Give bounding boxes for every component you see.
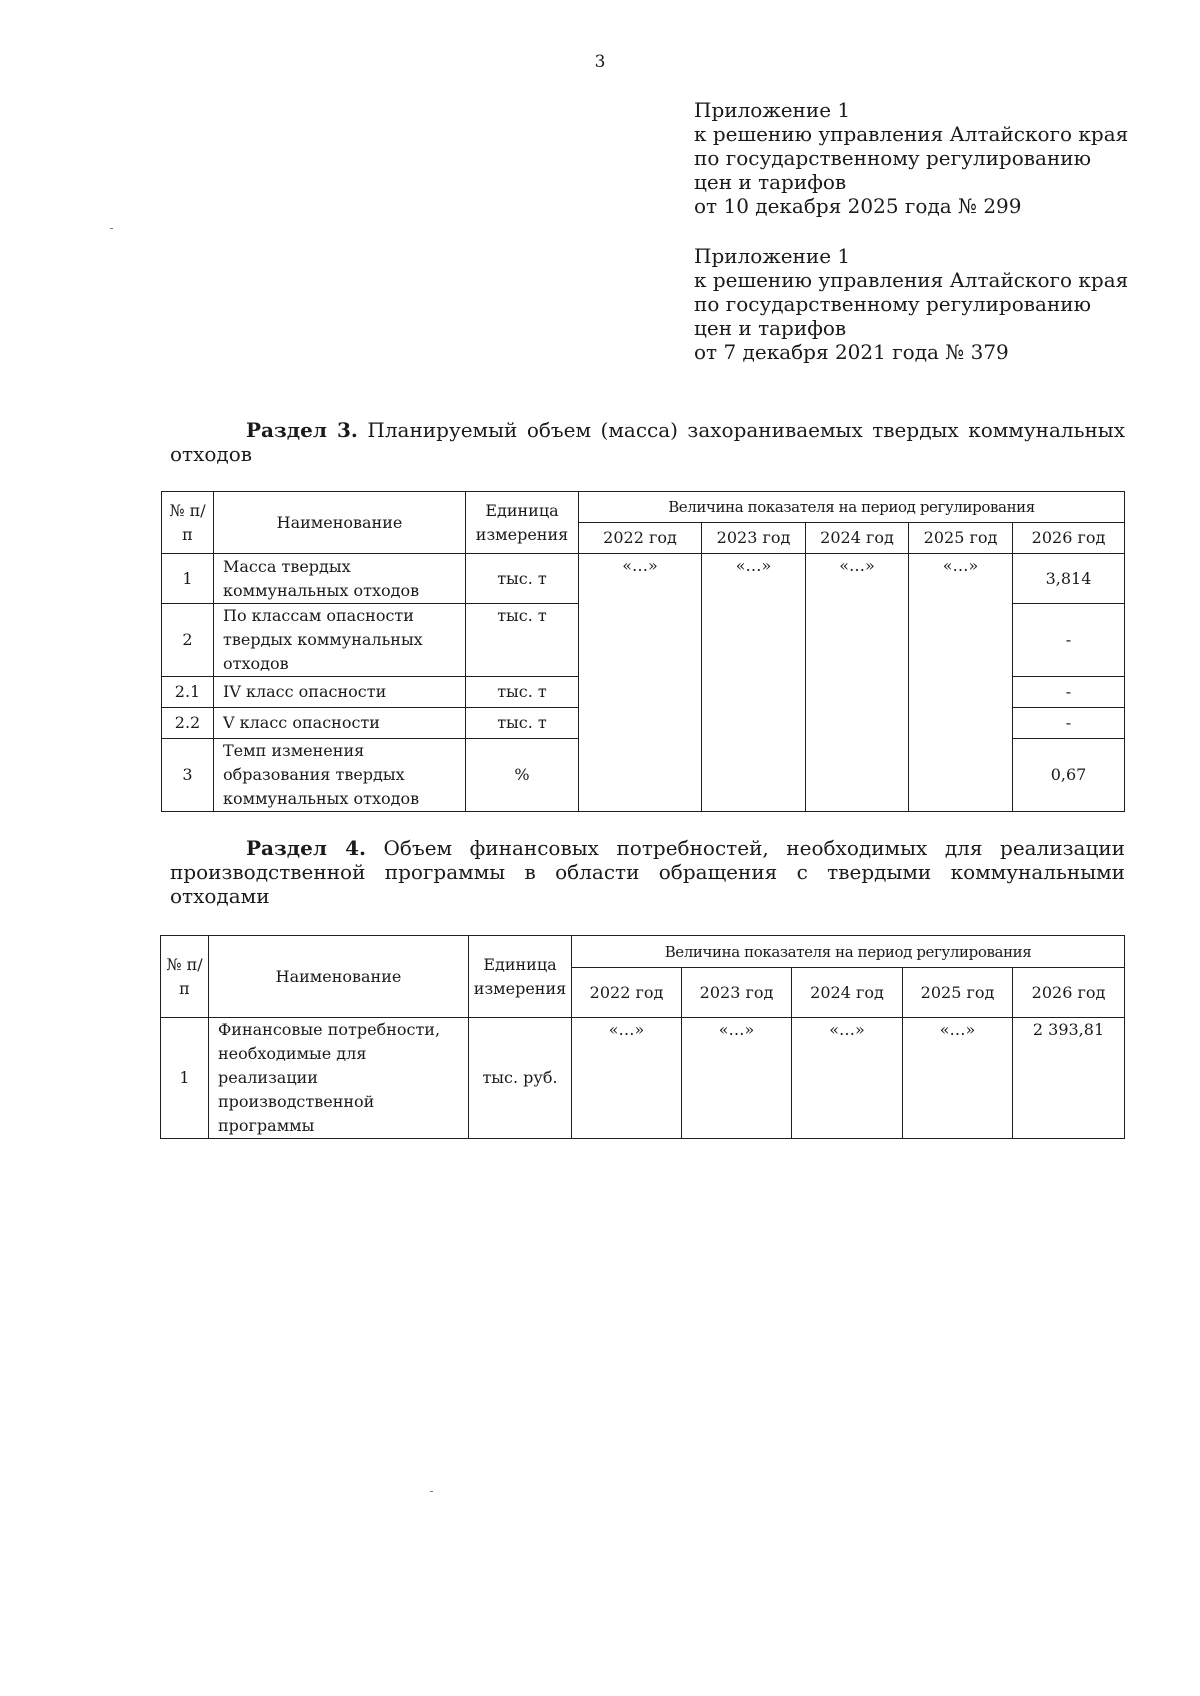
annex-date-line: от 7 декабря 2021 года № 379 [694,340,1009,364]
column-header-name: Наименование [214,492,466,554]
scan-speck [110,228,113,229]
annex-line: цен и тарифов [694,316,847,340]
row-number: 1 [162,554,214,604]
row-unit: тыс. т [466,554,579,604]
omitted-value-2023: «…» [682,1018,792,1139]
omitted-value-2023: «…» [702,554,806,812]
annex-line: цен и тарифов [694,170,847,194]
value-2026: 3,814 [1013,554,1125,604]
value-2026: 0,67 [1013,739,1125,812]
annex-date-line: от 10 декабря 2025 года № 299 [694,194,1022,218]
row-name: Масса твердых коммунальных отходов [214,554,466,604]
annex-line: к решению управления Алтайского края [694,122,1129,146]
annex-title: Приложение 1 [694,98,851,122]
omitted-value-2025: «…» [903,1018,1013,1139]
column-header-year: 2023 год [682,968,792,1018]
row-unit: тыс. руб. [469,1018,572,1139]
section-3-number: Раздел 3. [246,418,358,442]
column-header-unit: Единица измерения [466,492,579,554]
omitted-value-2024: «…» [806,554,909,812]
row-unit: тыс. т [466,604,579,677]
section-3-table [161,491,1125,812]
value-2026: 2 393,81 [1013,1018,1125,1139]
omitted-value-2024: «…» [792,1018,903,1139]
row-name: По классам опасности твердых коммунальных отходов [214,604,466,677]
value-2026: - [1013,708,1125,739]
row-unit: тыс. т [466,708,579,739]
omitted-value-2022: «…» [572,1018,682,1139]
omitted-value-2025: «…» [909,554,1013,812]
column-header-year: 2024 год [806,523,909,554]
column-header-year: 2022 год [572,968,682,1018]
column-header-number: № п/п [162,492,214,554]
column-header-year: 2025 год [903,968,1013,1018]
scan-speck [430,1491,433,1492]
table-row [161,1018,1125,1139]
column-group-header: Величина показателя на период регулирования [579,492,1125,523]
column-header-year: 2024 год [792,968,903,1018]
section-3-heading [170,418,1125,466]
row-name: IV класс опасности [214,677,466,708]
row-name: V класс опасности [214,708,466,739]
table-row [162,554,1125,604]
annex-old-block [694,244,1128,364]
column-header-name: Наименование [209,936,469,1018]
annex-line: к решению управления Алтайского края [694,268,1129,292]
row-number: 1 [161,1018,209,1139]
column-header-year: 2026 год [1013,968,1125,1018]
row-name: Темп изменения образования твердых коммунальных отходов [214,739,466,812]
section-3-title: Планируемый объем (масса) захораниваемых твердых коммунальных отходов [170,418,1125,466]
annex-title: Приложение 1 [694,244,851,268]
section-4-table [160,935,1125,1139]
annex-line: по государственному регулированию [694,146,1092,170]
column-header-year: 2023 год [702,523,806,554]
column-header-unit: Единица измерения [469,936,572,1018]
annex-line: по государственному регулированию [694,292,1092,316]
column-group-header: Величина показателя на период регулирования [572,936,1125,968]
value-2026: - [1013,604,1125,677]
row-number: 2 [162,604,214,677]
row-number: 2.1 [162,677,214,708]
annex-new-block [694,98,1128,218]
column-header-year: 2025 год [909,523,1013,554]
page-number: 3 [594,52,606,72]
column-header-year: 2026 год [1013,523,1125,554]
column-header-number: № п/ п [161,936,209,1018]
value-2026: - [1013,677,1125,708]
row-number: 3 [162,739,214,812]
row-unit: % [466,739,579,812]
section-4-title: Объем финансовых потребностей, необходимых для реализации производственной программы в области обращения с твердыми коммунальными отходами [170,836,1125,908]
row-unit: тыс. т [466,677,579,708]
section-4-number: Раздел 4. [246,836,366,860]
row-name: Финансовые потребности, необходимые для реализации производственной программы [209,1018,469,1139]
row-number: 2.2 [162,708,214,739]
column-header-year: 2022 год [579,523,702,554]
omitted-value-2022: «…» [579,554,702,812]
section-4-heading [170,836,1125,908]
